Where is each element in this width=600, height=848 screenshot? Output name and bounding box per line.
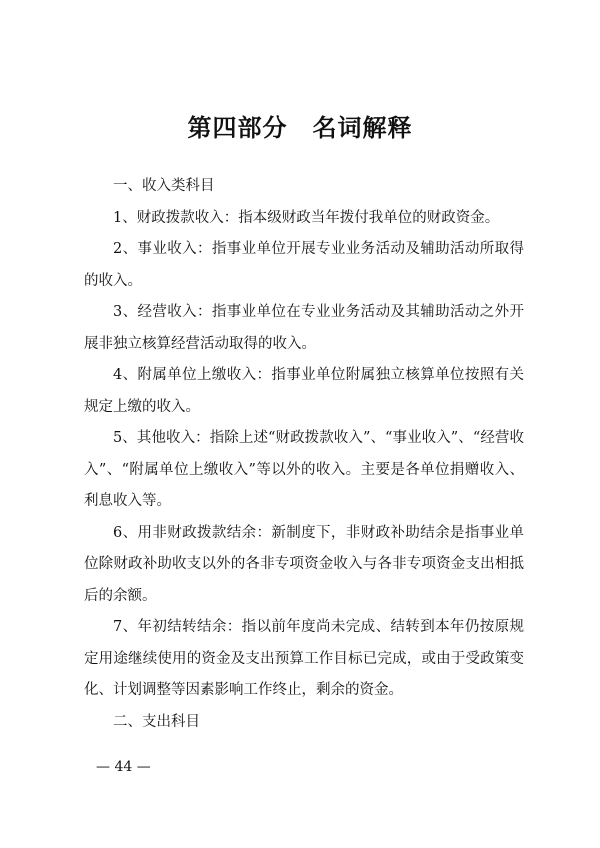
paragraph-other-income: 5、其他收入：指除上述“财政拨款收入”、“事业收入”、“经营收入”、“附属单位上缴收入”等以外的收入。主要是各单位捐赠收入、利息收入等。 [84, 430, 524, 509]
paragraph-operating-income: 3、经营收入：指事业单位在专业业务活动及其辅助活动之外开展非独立核算经营活动取得的收入。 [84, 304, 524, 352]
page-title: 第四部分 名词解释 [187, 114, 413, 142]
page-number: — 44 — [96, 759, 151, 775]
paragraph-business-income: 2、事业收入：指事业单位开展专业业务活动及辅助活动所取得的收入。 [84, 241, 524, 289]
section-heading-income: 一、收入类科目 [113, 178, 215, 194]
paragraph-carryover-balance: 7、年初结转结余：指以前年度尚未完成、结转到本年仍按原规定用途继续使用的资金及支出预算工作目标已完成，或由于受政策变化、计划调整等因素影响工作终止，剩余的资金。 [84, 619, 524, 698]
paragraph-affiliate-remittance-income: 4、附属单位上缴收入：指事业单位附属独立核算单位按照有关规定上缴的收入。 [84, 367, 524, 415]
paragraph-fiscal-appropriation-income: 1、财政拨款收入：指本级财政当年拨付我单位的财政资金。 [113, 209, 500, 226]
section-heading-expenditure: 二、支出科目 [113, 713, 200, 730]
document-body [84, 171, 524, 738]
paragraph-non-fiscal-surplus: 6、用非财政拨款结余：新制度下，非财政补助结余是指事业单位除财政补助收支以外的各非专项资金收入与各非专项资金支出相抵后的余额。 [84, 524, 524, 604]
